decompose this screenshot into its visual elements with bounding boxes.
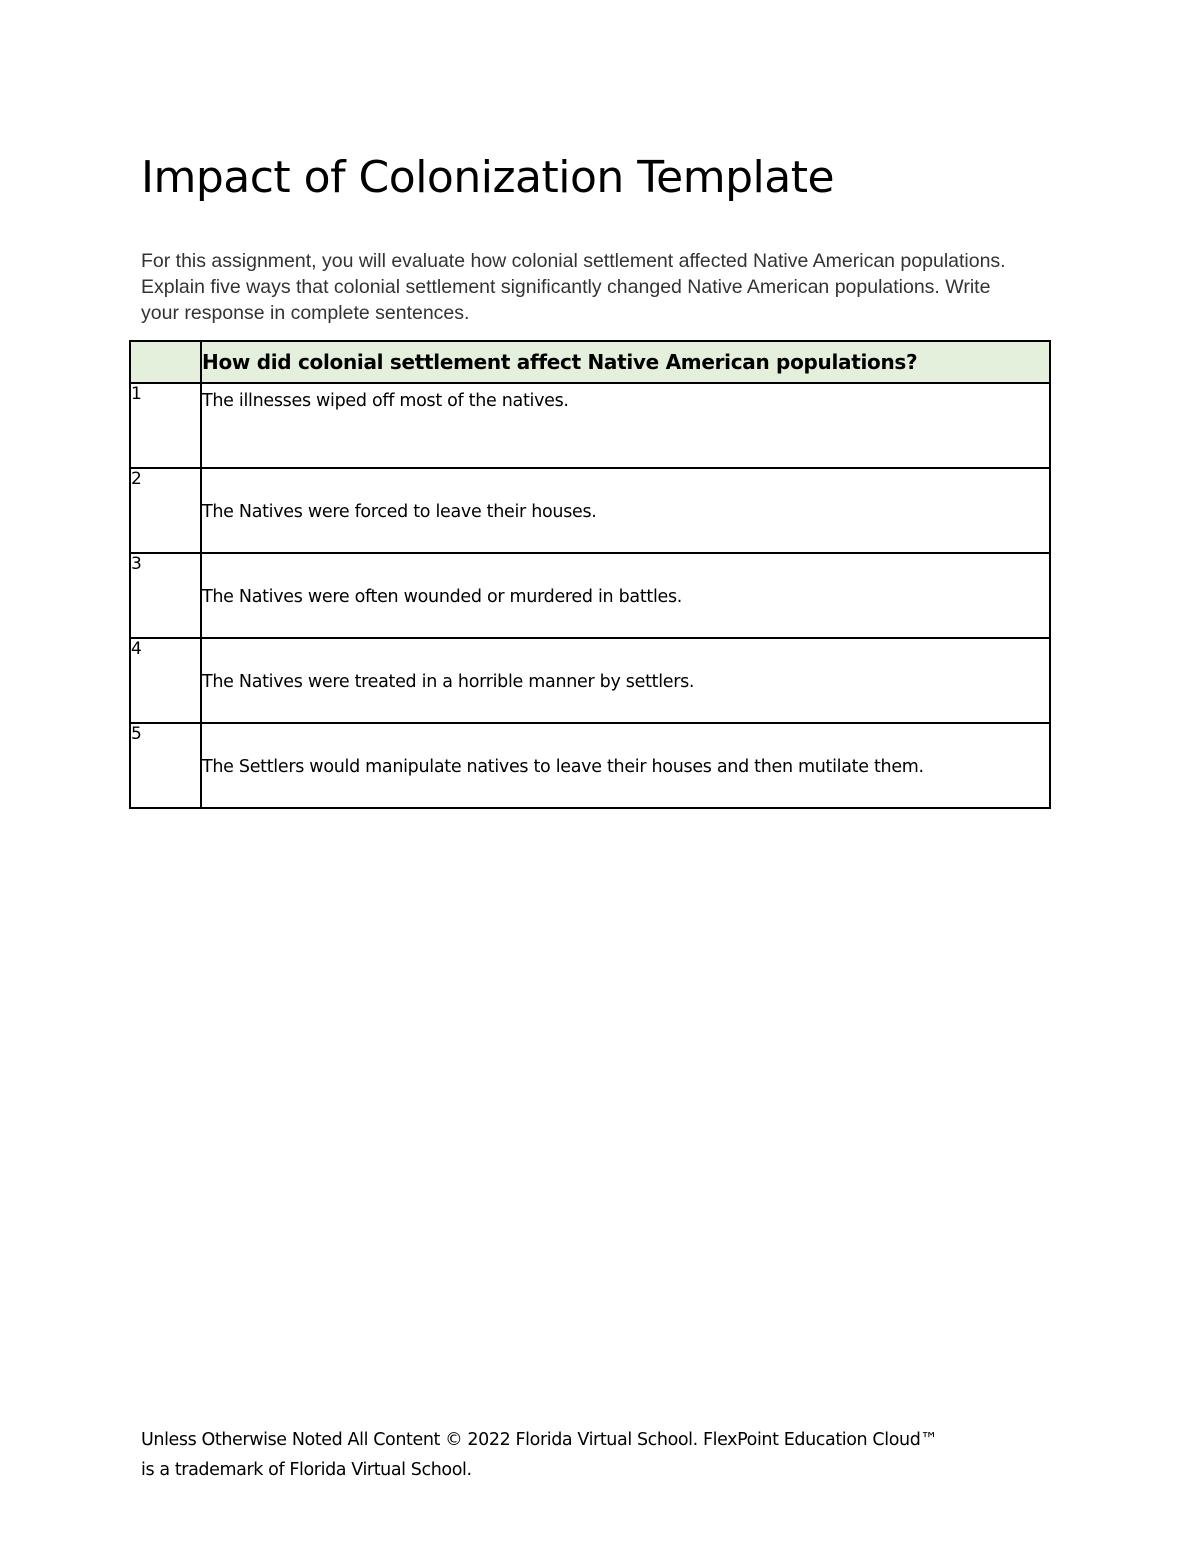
header-number-cell — [130, 341, 201, 383]
row-number: 2 — [130, 468, 201, 553]
row-number: 3 — [130, 553, 201, 638]
table-header-row — [130, 341, 1050, 383]
response-cell[interactable]: The Settlers would manipulate natives to leave their houses and then mutilate them. — [201, 723, 1050, 808]
table-row — [130, 553, 1050, 638]
table-row — [130, 468, 1050, 553]
footer-line: Unless Otherwise Noted All Content © 2022 Florida Virtual School. FlexPoint Education Cloud™ — [141, 1430, 938, 1450]
copyright-footer — [141, 1425, 1071, 1485]
page-title: Impact of Colonization Template — [141, 152, 835, 203]
response-cell[interactable]: The Natives were treated in a horrible manner by settlers. — [201, 638, 1050, 723]
table-row — [130, 383, 1050, 468]
response-cell[interactable]: The Natives were forced to leave their houses. — [201, 468, 1050, 553]
table-question-header: How did colonial settlement affect Native American populations? — [201, 341, 1050, 383]
response-cell[interactable]: The illnesses wiped off most of the natives. — [201, 383, 1050, 468]
row-number: 4 — [130, 638, 201, 723]
response-cell[interactable]: The Natives were often wounded or murdered in battles. — [201, 553, 1050, 638]
assignment-instructions: For this assignment, you will evaluate how colonial settlement affected Native American populations. Explain five ways that colonial settlement significantly changed Native American populations. Write your response in complete sentences. — [141, 250, 1006, 324]
table-row — [130, 723, 1050, 808]
row-number: 5 — [130, 723, 201, 808]
response-table — [129, 340, 1051, 809]
footer-line: is a trademark of Florida Virtual School. — [141, 1460, 472, 1480]
table-row — [130, 638, 1050, 723]
row-number: 1 — [130, 383, 201, 468]
